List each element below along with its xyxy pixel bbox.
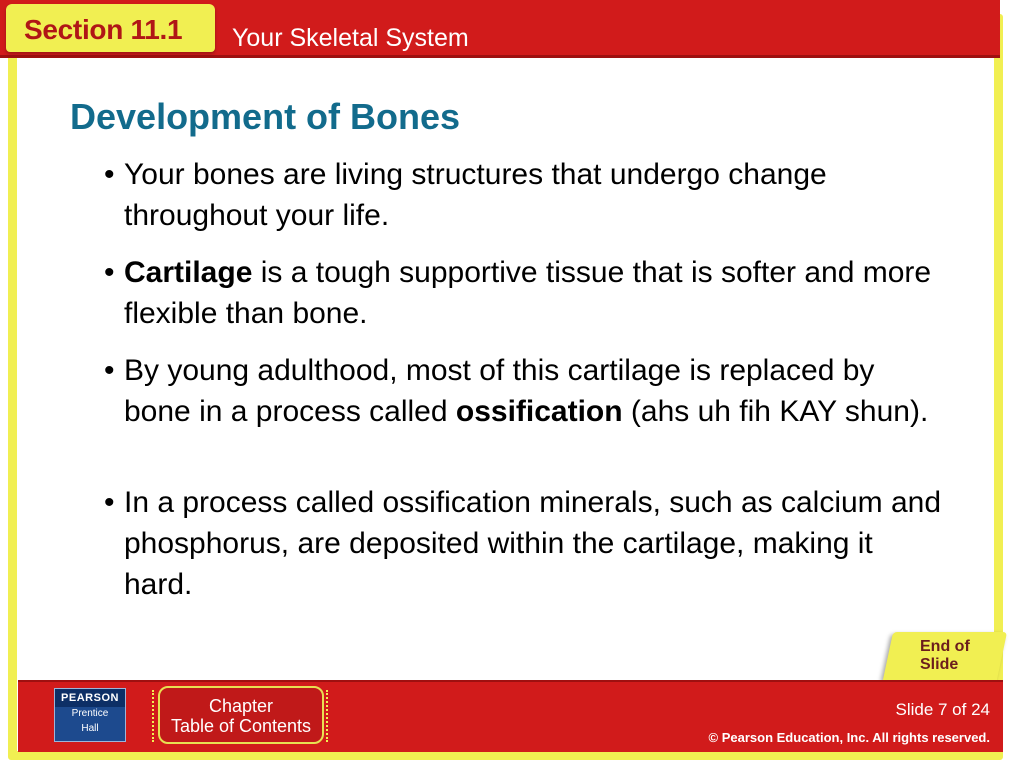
end-of-slide-label[interactable]: End of Slide xyxy=(920,638,970,673)
bullet-2-bold: Cartilage xyxy=(124,256,253,289)
header-title: Your Skeletal System xyxy=(232,24,469,52)
prentice-label: Prentice xyxy=(71,708,109,719)
bullet-3-bold: ossification xyxy=(455,395,623,428)
slide-counter: Slide 7 of 24 xyxy=(895,700,990,719)
pearson-logo xyxy=(54,688,126,742)
bullet-dot: • xyxy=(104,486,115,519)
chapter-toc-button[interactable] xyxy=(158,686,324,744)
copyright-text: © Pearson Education, Inc. All rights reserved. xyxy=(708,730,990,745)
pearson-wordmark: PEARSON xyxy=(61,692,119,704)
bullet-2-text xyxy=(104,252,944,334)
footer-divider-right xyxy=(326,690,330,742)
bullet-1-text: Your bones are living structures that undergo change throughout your life. xyxy=(124,158,827,232)
hall-label: Hall xyxy=(81,723,99,734)
toc-label-line1: Chapter xyxy=(208,696,274,716)
bullet-1 xyxy=(104,154,944,236)
footer-divider-left xyxy=(152,690,156,742)
slide-title: Development of Bones xyxy=(70,96,461,137)
toc-label-line2: Table of Contents xyxy=(170,716,312,736)
section-label: Section 11.1 xyxy=(24,14,183,45)
bullet-3-rest: (ahs uh fih KAY shun). xyxy=(622,395,929,428)
bullet-3 xyxy=(104,350,944,432)
bullet-3-prefix: By young adulthood, most of this cartilage is replaced by bone in a process called xyxy=(124,354,875,428)
bullet-4-text: In a process called ossification minerals, such as calcium and phosphorus, are deposited within the cartilage, making it hard. xyxy=(124,486,942,601)
bullet-dot: • xyxy=(104,354,115,387)
bullet-2 xyxy=(104,252,944,334)
bullet-dot: • xyxy=(104,158,115,191)
bullet-2-rest: is a tough supportive tissue that is softer and more flexible than bone. xyxy=(124,256,932,330)
bullet-dot: • xyxy=(104,256,115,289)
bullet-3-text xyxy=(104,350,944,432)
bullet-4 xyxy=(104,482,944,605)
